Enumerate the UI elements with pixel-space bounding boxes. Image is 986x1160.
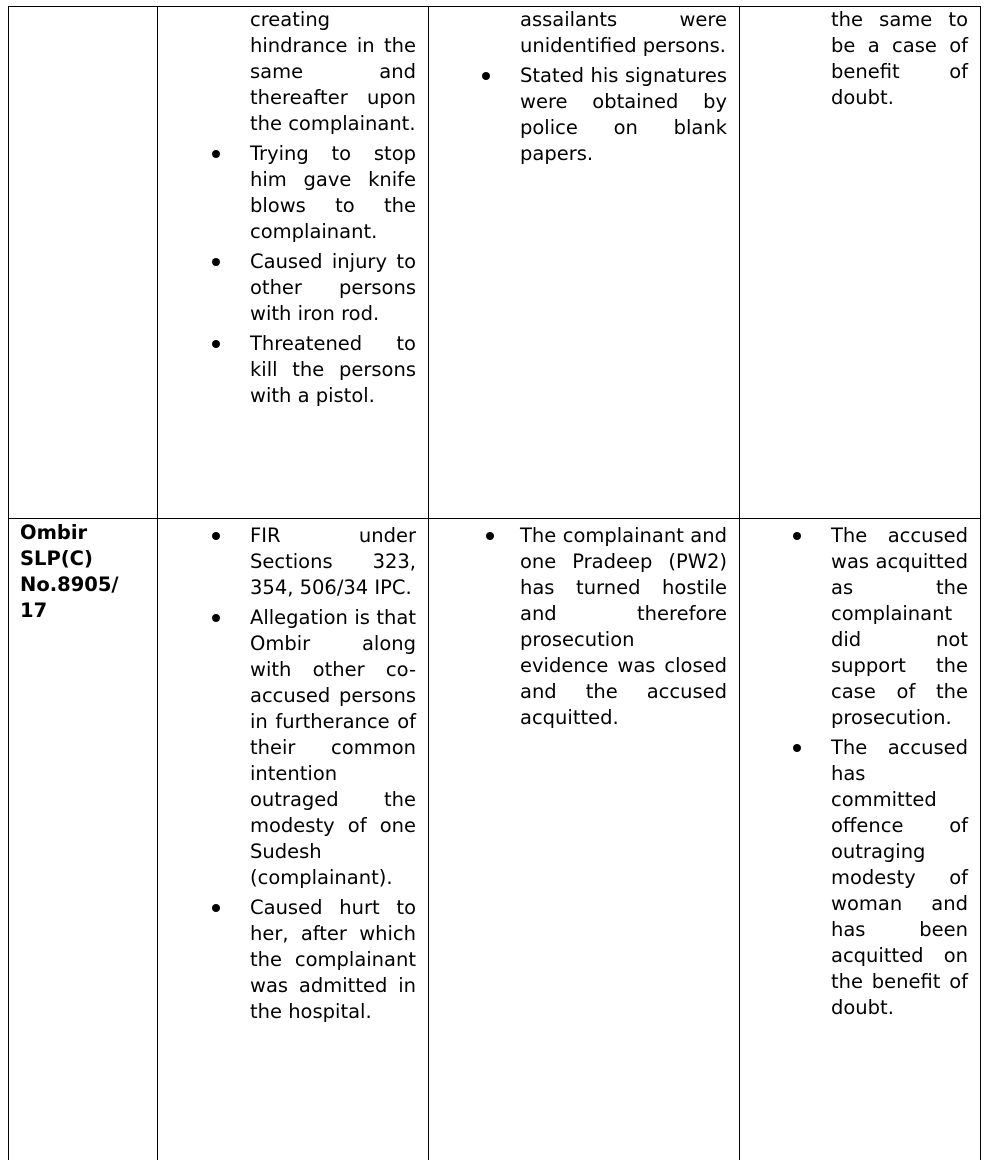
- list-item: The complainant and one Pradeep (PW2) has turned hostile and therefore prosecution evidence was closed and the accused acquitted.: [520, 523, 727, 731]
- list-item: Caused hurt to her, after which the complainant was admitted in the hospital.: [250, 895, 416, 1025]
- table-border-right: [980, 6, 981, 1160]
- table-border-left: [8, 6, 9, 1160]
- list-item: Allegation is that Ombir along with other co-accused persons in furtherance of their common intention outraged the modesty of one Sudesh (complainant).: [250, 605, 416, 891]
- row1-col2-cell: [250, 7, 416, 413]
- list-item: Caused injury to other persons with iron rod.: [250, 249, 416, 327]
- row1-col4-cell: [831, 7, 968, 111]
- table-border-col4: [739, 6, 740, 1160]
- list-item: The accused was acquitted as the complainant did not support the case of the prosecution.: [831, 523, 968, 731]
- list-item: Stated his signatures were obtained by police on blank papers.: [520, 63, 727, 167]
- row2-col4-cell: [831, 523, 968, 1025]
- row1-col3-continued-text: assailants were unidentified persons.: [520, 8, 727, 57]
- row1-col4-continued-text: the same to be a case of benefit of doubt.: [831, 8, 968, 109]
- row2-col3-cell: [520, 523, 727, 735]
- list-item: The accused has committed offence of outraging modesty of woman and has been acquitted on the benefit of doubt.: [831, 735, 968, 1021]
- row2-col2-cell: [250, 523, 416, 1029]
- list-item: Threatened to kill the persons with a pistol.: [250, 331, 416, 409]
- row1-col2-continued-text: creating hindrance in the same and thereafter upon the complainant.: [250, 8, 416, 135]
- table-border-col2: [157, 6, 158, 1160]
- list-item: FIR under Sections 323, 354, 506/34 IPC.: [250, 523, 416, 601]
- row1-col3-cell: [520, 7, 727, 171]
- case-reference: Ombir SLP(C) No.8905/ 17: [20, 521, 119, 622]
- table-border-col3: [428, 6, 429, 1160]
- list-item: Trying to stop him gave knife blows to the complainant.: [250, 141, 416, 245]
- row-divider: [8, 518, 981, 519]
